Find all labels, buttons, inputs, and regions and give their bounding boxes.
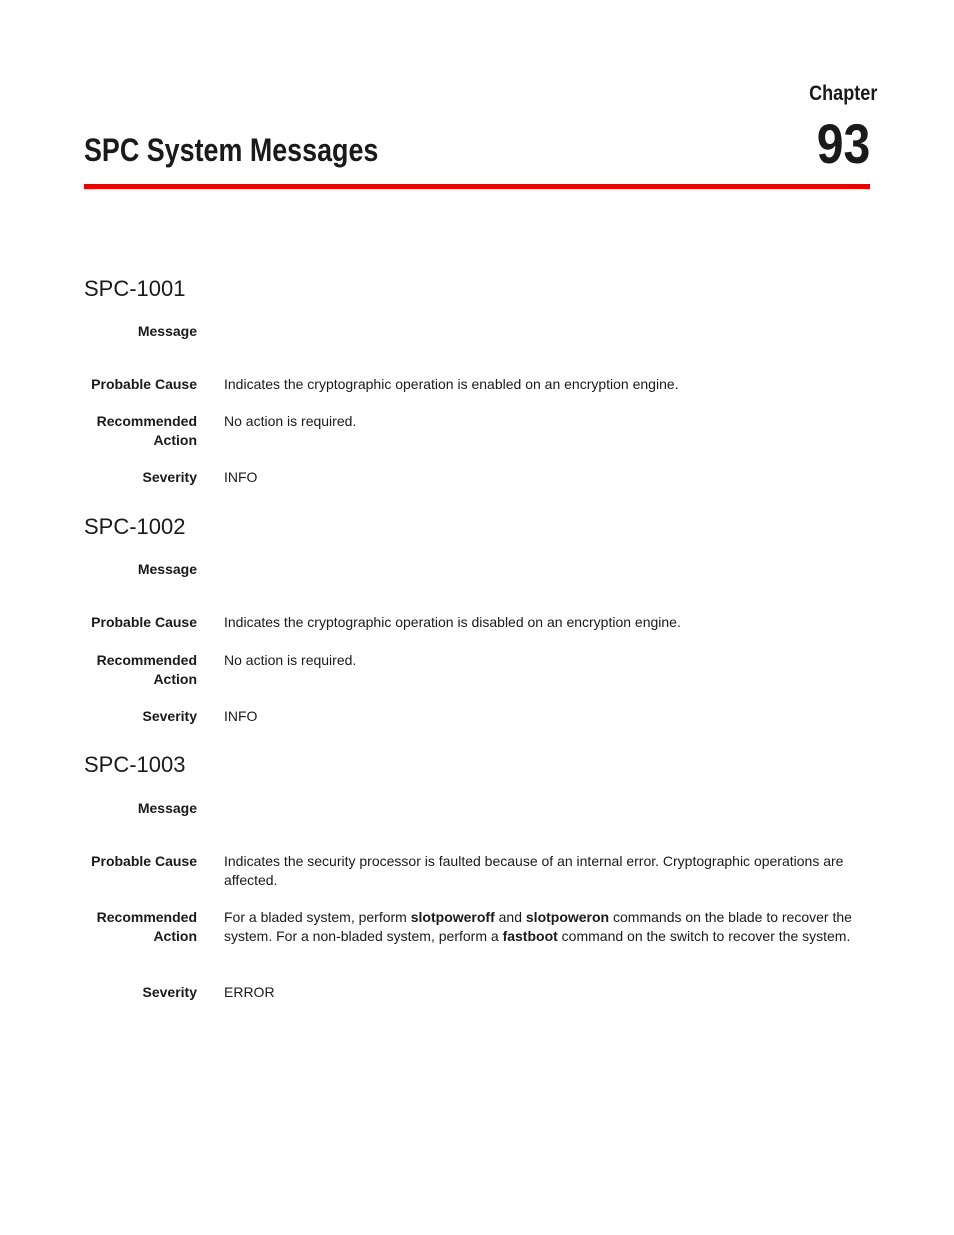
action-value: [224, 908, 870, 946]
chapter-number: 93: [816, 112, 870, 175]
action-text: and: [494, 909, 526, 925]
cause-value: Indicates the cryptographic operation is enabled on an encryption engine.: [224, 376, 679, 392]
cause-label: Probable Cause: [91, 614, 197, 630]
cause-label: Probable Cause: [91, 853, 197, 869]
action-text: command on the switch to recover the system.: [557, 928, 851, 944]
message-label: Message: [137, 800, 197, 816]
action-text: For a bladed system, perform: [224, 909, 411, 925]
title-rule: [84, 184, 870, 189]
action-label: Recommended Action: [96, 413, 197, 448]
page-title: SPC System Messages: [84, 132, 379, 168]
severity-label: Severity: [142, 984, 197, 1000]
command-fastboot: fastboot: [502, 928, 558, 944]
action-text: commands on the blade to recover the system. For a non-bladed system, perform a: [224, 909, 852, 944]
action-label: Recommended Action: [96, 652, 197, 687]
section-heading: SPC-1001: [84, 276, 186, 301]
chapter-label: Chapter: [808, 82, 877, 105]
message-section-spc-1002: [84, 514, 870, 734]
command-slotpoweroff: slotpoweroff: [410, 909, 495, 925]
action-value: No action is required.: [224, 652, 357, 668]
cause-label: Probable Cause: [91, 376, 197, 392]
severity-label: Severity: [142, 469, 197, 485]
action-value: No action is required.: [224, 413, 357, 429]
message-label: Message: [137, 323, 197, 339]
message-label: Message: [137, 561, 197, 577]
action-label: Recommended Action: [96, 909, 197, 944]
cause-value: Indicates the cryptographic operation is disabled on an encryption engine.: [224, 614, 681, 630]
message-section-spc-1001: [84, 276, 870, 496]
command-slotpoweron: slotpoweron: [525, 909, 610, 925]
cause-value: Indicates the security processor is faulted because of an internal error. Cryptographic operations are affected.: [224, 853, 844, 888]
severity-value: INFO: [224, 469, 258, 485]
severity-value: INFO: [224, 708, 258, 724]
section-heading: SPC-1003: [84, 752, 186, 777]
message-section-spc-1003: [84, 752, 870, 1012]
severity-value: ERROR: [224, 984, 275, 1000]
section-heading: SPC-1002: [84, 514, 186, 539]
severity-label: Severity: [142, 708, 197, 724]
